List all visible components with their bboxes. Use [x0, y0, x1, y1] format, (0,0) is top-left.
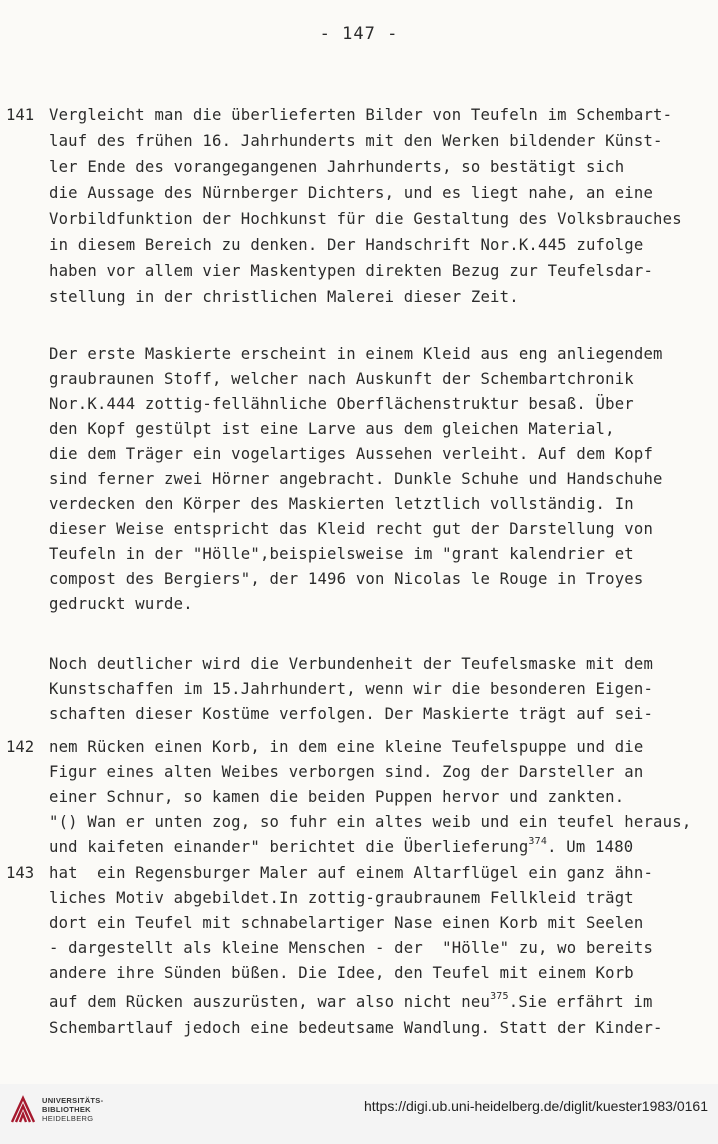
- text-line: Noch deutlicher wird die Verbundenheit der Teufelsmaske mit dem: [49, 655, 654, 673]
- text-line: schaften dieser Kostüme verfolgen. Der Maskierte trägt auf sei-: [49, 705, 654, 723]
- library-logo[interactable]: [10, 1094, 103, 1124]
- page-number: - 147 -: [319, 24, 399, 44]
- margin-note: 143: [6, 864, 35, 882]
- text-line: - dargestellt als kleine Menschen - der "Hölle" zu, wo bereits: [49, 939, 654, 957]
- logo-line: HEIDELBERG: [42, 1113, 94, 1123]
- text-line: nem Rücken einen Korb, in dem eine kleine Teufelspuppe und die: [49, 738, 644, 756]
- text-line: [49, 835, 634, 856]
- text-segment: und kaifeten einander" berichtet die Überlieferung: [49, 838, 529, 856]
- text-line: haben vor allem vier Maskentypen direkten Bezug zur Teufelsdar-: [49, 262, 654, 280]
- text-segment: auf dem Rücken auszurüsten, war also nicht neu: [49, 993, 491, 1011]
- text-line: hat ein Regensburger Maler auf einem Altarflügel ein ganz ähn-: [49, 864, 654, 882]
- text-line: [49, 990, 653, 1011]
- text-line: Schembartlauf jedoch eine bedeutsame Wandlung. Statt der Kinder-: [49, 1019, 663, 1037]
- text-line: die Aussage des Nürnberger Dichters, und es liegt nahe, an eine: [49, 184, 654, 202]
- footer-bar: [0, 1084, 718, 1144]
- text-line: ler Ende des vorangegangenen Jahrhunderts, so bestätigt sich: [49, 158, 625, 176]
- text-line: dieser Weise entspricht das Kleid recht gut der Darstellung von: [49, 520, 654, 538]
- text-line: Der erste Maskierte erscheint in einem Kleid aus eng anliegendem: [49, 345, 663, 363]
- library-logo-icon: [10, 1094, 36, 1124]
- text-line: compost des Bergiers", der 1496 von Nicolas le Rouge in Troyes: [49, 570, 644, 588]
- text-line: andere ihre Sünden büßen. Die Idee, den Teufel mit einem Korb: [49, 964, 634, 982]
- text-line: in diesem Bereich zu denken. Der Handschrift Nor.K.445 zufolge: [49, 236, 644, 254]
- text-line: gedruckt wurde.: [49, 595, 193, 613]
- text-line: graubraunen Stoff, welcher nach Auskunft der Schembartchronik: [49, 370, 634, 388]
- logo-line: UNIVERSITÄTS-: [42, 1095, 104, 1105]
- text-line: einer Schnur, so kamen die beiden Puppen hervor und zankten.: [49, 788, 625, 806]
- text-segment: . Um 1480: [547, 838, 634, 856]
- library-logo-text: [42, 1096, 103, 1123]
- text-line: liches Motiv abgebildet.In zottig-graubraunem Fellkleid trägt: [49, 889, 634, 907]
- footnote-ref: 374: [528, 835, 548, 847]
- logo-line: BIBLIOTHEK: [42, 1104, 91, 1114]
- text-line: sind ferner zwei Hörner angebracht. Dunkle Schuhe und Handschuhe: [49, 470, 663, 488]
- margin-note: 141: [6, 106, 35, 124]
- text-line: lauf des frühen 16. Jahrhunderts mit den Werken bildender Künst-: [49, 132, 663, 150]
- text-line: Nor.K.444 zottig-fellähnliche Oberflächenstruktur besaß. Über: [49, 395, 634, 413]
- text-segment: .Sie erfährt im: [508, 993, 653, 1011]
- text-line: stellung in der christlichen Malerei dieser Zeit.: [49, 288, 519, 306]
- text-line: Figur eines alten Weibes verborgen sind. Zog der Darsteller an: [49, 763, 644, 781]
- text-line: Vergleicht man die überlieferten Bilder von Teufeln im Schembart-: [49, 106, 673, 124]
- text-line: Teufeln in der "Hölle",beispielsweise im "grant kalendrier et: [49, 545, 634, 563]
- footnote-ref: 375: [490, 990, 509, 1002]
- text-line: Kunstschaffen im 15.Jahrhundert, wenn wir die besonderen Eigen-: [49, 680, 654, 698]
- source-url-link[interactable]: https://digi.ub.uni-heidelberg.de/diglit/kuester1983/0161: [363, 1098, 708, 1114]
- text-line: verdecken den Körper des Maskierten letztlich vollständig. In: [49, 495, 634, 513]
- margin-note: 142: [6, 738, 35, 756]
- text-line: den Kopf gestülpt ist eine Larve aus dem gleichen Material,: [49, 420, 615, 438]
- text-line: die dem Träger ein vogelartiges Aussehen verleiht. Auf dem Kopf: [49, 445, 654, 463]
- text-line: "() Wan er unten zog, so fuhr ein altes weib und ein teufel heraus,: [49, 813, 692, 831]
- text-line: Vorbildfunktion der Hochkunst für die Gestaltung des Volksbrauches: [49, 210, 682, 228]
- text-line: dort ein Teufel mit schnabelartiger Nase einen Korb mit Seelen: [49, 914, 644, 932]
